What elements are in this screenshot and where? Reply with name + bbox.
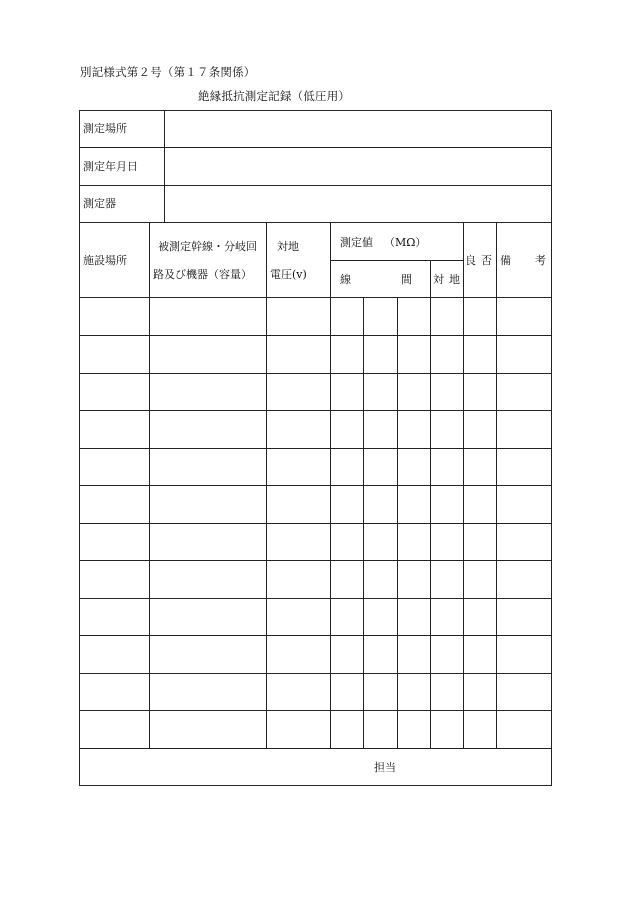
measurement-date-label: 測定年月日 <box>83 160 138 173</box>
pass-fail-label-2: 否 <box>481 254 492 267</box>
to-ground-label-1: 対 <box>433 273 444 286</box>
facility-location-header: 施設場所 <box>83 254 127 267</box>
measurement-location-label: 測定場所 <box>83 122 127 135</box>
person-in-charge-label: 担当 <box>374 761 396 774</box>
remarks-label-1: 備 <box>500 254 511 267</box>
voltage-header-line1: 対地 <box>277 240 299 253</box>
remarks-label-2: 考 <box>535 254 546 267</box>
circuit-header-line2: 路及び機器（容量） <box>153 268 252 281</box>
to-ground-label-2: 地 <box>449 273 460 286</box>
measured-value-unit: （MΩ） <box>384 236 427 249</box>
measured-value-header: 測定値 <box>340 236 373 249</box>
form-reference: 別記様式第２号（第１７条関係） <box>80 65 256 79</box>
line-to-line-label-right: 間 <box>401 273 412 286</box>
circuit-header-line1: 被測定幹線・分岐回 <box>158 240 257 253</box>
line-to-line-label-left: 線 <box>340 273 351 286</box>
measuring-instrument-label: 測定器 <box>83 197 116 210</box>
voltage-header-line2: 電圧(v) <box>270 268 307 281</box>
pass-fail-label-1: 良 <box>465 254 476 267</box>
document-title: 絶縁抵抗測定記録（低圧用） <box>198 89 351 103</box>
